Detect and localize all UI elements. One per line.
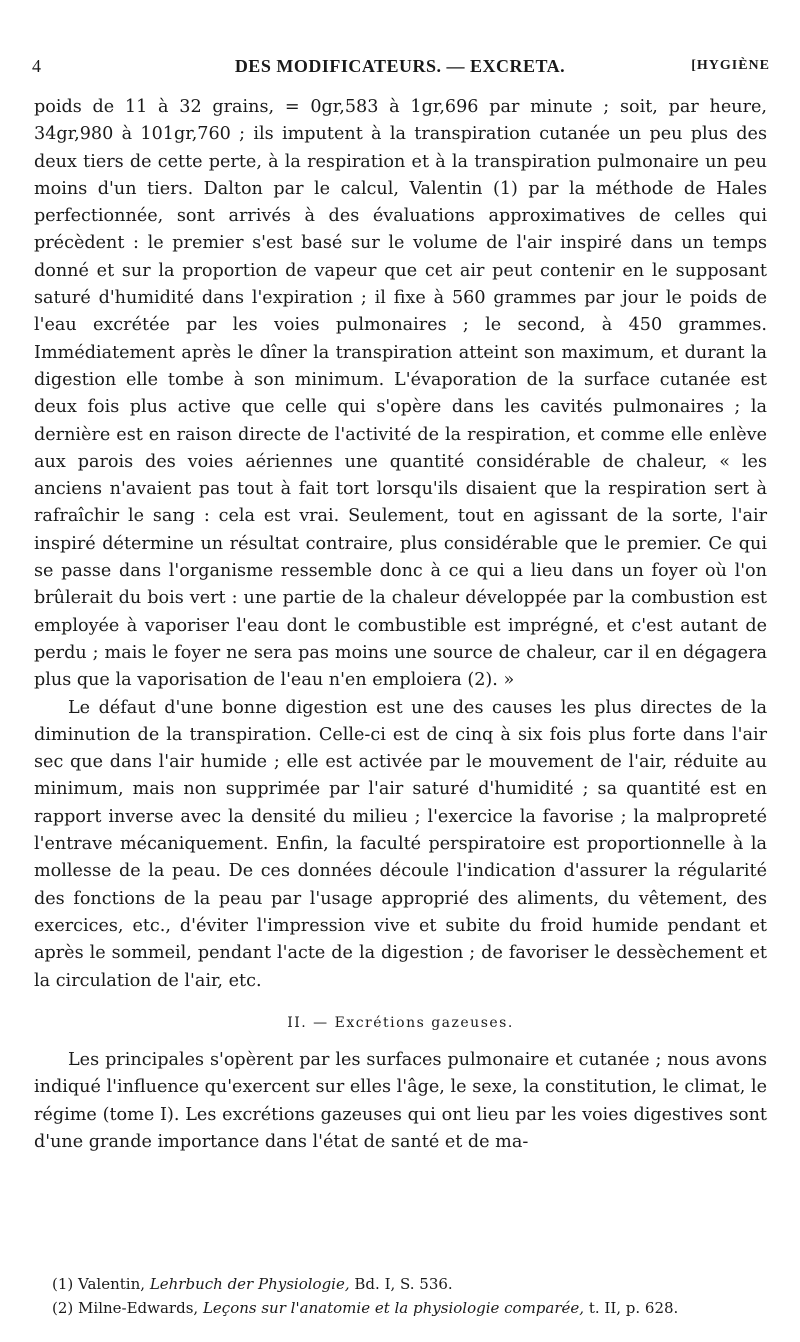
footnotes — [52, 1272, 767, 1320]
footnote-1-title: Lehrbuch der Physiologie, — [149, 1275, 350, 1293]
running-title: DES MODIFICATEURS. — EXCRETA. — [234, 56, 566, 76]
footnote-1-ref: Bd. I, S. 536. — [354, 1275, 453, 1293]
footnote-1-mark: (1) — [52, 1275, 74, 1293]
footnote-2-title: Leçons sur l'anatomie et la physiologie comparée, — [202, 1299, 585, 1317]
section-heading-text: II. — Excrétions gazeuses. — [287, 1014, 514, 1031]
footnote-2 — [52, 1296, 767, 1320]
body-text — [34, 94, 767, 1156]
page-header — [30, 56, 770, 82]
paragraph-1: poids de 11 à 32 grains, = 0gr,583 à 1gr,696 par minute ; soit, par heure, 34gr,980 à 101gr,760 ; ils imputent à la transpiration cutanée un peu plus des deux tiers de cette perte, à la respiration et à la transpiration pulmonaire un peu moins d'un tiers. Dalton par le calcul, Valentin (1) par la méthode de Hales perfectionnée, sont arrivés à des évaluations approximatives de celles qui précèdent : le premier s'est basé sur le volume de l'air inspiré dans un temps donné et sur la proportion de vapeur que cet air peut contenir en le supposant saturé d'humidité dans l'expiration ; il fixe à 560 grammes par jour le poids de l'eau excrétée par les voies pulmonaires ; le second, à 450 grammes. Immédiatement après le dîner la transpiration atteint son maximum, et durant la digestion elle tombe à son minimum. L'évaporation de la surface cutanée est deux fois plus active que celle qui s'opère dans les cavités pulmonaires ; la dernière est en raison directe de l'activité de la respiration, et comme elle enlève aux parois des voies aériennes une quantité considérable de chaleur, « les anciens n'avaient pas tout à fait tort lorsqu'ils disaient que la respiration sert à rafraîchir le sang : cela est vrai. Seulement, tout en agissant de la sorte, l'air inspiré détermine un résultat contraire, plus considérable que le premier. Ce qui se passe dans l'organisme ressemble donc à ce qui a lieu dans un foyer où l'on brûlerait du bois vert : une partie de la chaleur développée par la combustion est employée à vaporiser l'eau dont le combustible est imprégné, et c'est autant de perdu ; mais le foyer ne sera pas moins une source de chaleur, car il en dégagera plus que la vaporisation de l'eau n'en emploiera (2). » — [34, 97, 767, 691]
footnote-1-author: Valentin, — [78, 1275, 146, 1293]
section-tag: [HYGIÈNE — [691, 58, 770, 73]
page-number: 4 — [32, 56, 42, 76]
section-heading — [34, 1009, 767, 1037]
footnote-2-author: Milne-Edwards, — [78, 1299, 199, 1317]
paragraph-2: Le défaut d'une bonne digestion est une des causes les plus directes de la diminution de la transpiration. Celle-ci est de cinq à six fois plus forte dans l'air sec que dans l'air humide ; elle est activée par le mouvement de l'air, réduite au minimum, mais non supprimée par l'air saturé d'humidité ; sa quantité est en rapport inverse avec la densité du milieu ; l'exercice la favorise ; la malpropreté l'entrave mécaniquement. Enfin, la faculté perspiratoire est proportionnelle à la mollesse de la peau. De ces données découle l'indication d'assurer la régularité des fonctions de la peau par l'usage approprié des aliments, du vêtement, des exercices, etc., d'éviter l'impression vive et subite du froid humide pendant et après le sommeil, pendant l'acte de la digestion ; de favoriser le dessèchement et la circulation de l'air, etc. — [34, 697, 767, 991]
paragraph-3: Les principales s'opèrent par les surfaces pulmonaire et cutanée ; nous avons indiqué l'influence qu'exercent sur elles l'âge, le sexe, la constitution, le climat, le régime (tome I). Les excrétions gazeuses qui ont lieu par les voies digestives sont d'une grande importance dans l'état de santé et de ma- — [34, 1050, 767, 1152]
footnote-2-mark: (2) — [52, 1299, 74, 1317]
footnote-1 — [52, 1272, 767, 1296]
footnote-2-ref: t. II, p. 628. — [588, 1299, 679, 1317]
